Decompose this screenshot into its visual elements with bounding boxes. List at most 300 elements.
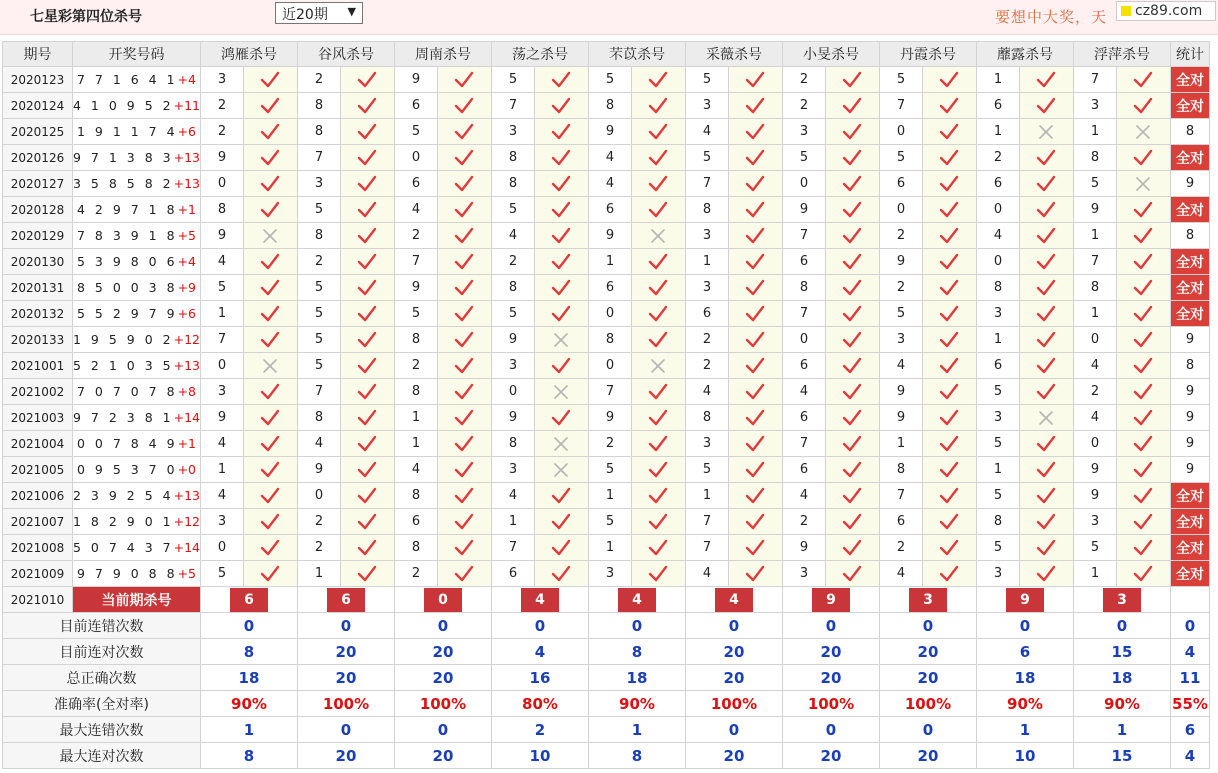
check-icon xyxy=(728,327,782,353)
check-icon xyxy=(922,301,976,327)
check-icon xyxy=(437,405,491,431)
issue-cell: 2020132 xyxy=(3,301,73,327)
kill-number-cell: 8 xyxy=(200,197,243,223)
check-icon xyxy=(631,431,685,457)
kill-number-cell: 0 xyxy=(976,197,1019,223)
kill-number-cell: 7 xyxy=(200,327,243,353)
kill-number-cell: 7 xyxy=(879,93,922,119)
current-kill-number: 4 xyxy=(618,588,656,612)
current-kill-cell xyxy=(782,587,879,613)
check-icon xyxy=(1116,457,1170,483)
check-icon xyxy=(825,509,879,535)
kill-number-cell: 5 xyxy=(200,561,243,587)
draw-sum: +1 xyxy=(177,436,196,451)
check-icon xyxy=(1019,327,1073,353)
check-icon xyxy=(340,275,394,301)
check-icon xyxy=(340,145,394,171)
check-icon xyxy=(534,509,588,535)
stats-value: 15 xyxy=(1073,639,1170,665)
kill-number-cell: 3 xyxy=(491,119,534,145)
kill-number-cell: 2 xyxy=(685,327,728,353)
kill-number-cell: 5 xyxy=(491,67,534,93)
kill-number-cell: 9 xyxy=(879,249,922,275)
check-icon xyxy=(437,327,491,353)
kill-number-cell: 2 xyxy=(297,249,340,275)
kill-number-cell: 5 xyxy=(879,301,922,327)
kill-number-cell: 0 xyxy=(782,171,825,197)
check-icon xyxy=(243,197,297,223)
kill-number-cell: 8 xyxy=(491,431,534,457)
check-icon xyxy=(631,301,685,327)
kill-number-cell: 3 xyxy=(879,327,922,353)
table-row xyxy=(3,561,1210,587)
check-icon xyxy=(825,431,879,457)
check-icon xyxy=(1019,223,1073,249)
kill-number-cell: 6 xyxy=(782,353,825,379)
check-icon xyxy=(1019,275,1073,301)
kill-number-cell: 5 xyxy=(879,67,922,93)
stats-value: 20 xyxy=(879,639,976,665)
stats-value: 20 xyxy=(394,743,491,769)
kill-number-cell: 0 xyxy=(1073,431,1116,457)
current-kill-number: 0 xyxy=(424,588,462,612)
check-icon xyxy=(922,457,976,483)
check-icon xyxy=(1116,327,1170,353)
draw-digits: 5 0 7 4 3 7 xyxy=(73,540,174,555)
current-kill-cell xyxy=(394,587,491,613)
stats-value: 0 xyxy=(782,717,879,743)
current-kill-number: 3 xyxy=(909,588,947,612)
check-icon xyxy=(1019,301,1073,327)
kill-number-cell: 1 xyxy=(1073,223,1116,249)
table-row xyxy=(3,405,1210,431)
kill-number-cell: 5 xyxy=(394,119,437,145)
current-kill-cell xyxy=(1073,587,1170,613)
column-header: 鸿雁杀号 xyxy=(200,42,297,67)
current-period-row xyxy=(3,587,1210,613)
draw-sum: +13 xyxy=(173,150,200,165)
check-icon xyxy=(534,275,588,301)
stats-value: 20 xyxy=(782,639,879,665)
stats-value: 11 xyxy=(1170,665,1209,691)
kill-number-cell: 4 xyxy=(588,145,631,171)
kill-number-cell: 7 xyxy=(685,509,728,535)
column-header: 开奖号码 xyxy=(73,42,201,67)
cross-icon xyxy=(534,379,588,405)
kill-number-cell: 5 xyxy=(782,145,825,171)
stats-value: 100% xyxy=(394,691,491,717)
stats-value: 18 xyxy=(1073,665,1170,691)
kill-number-cell: 4 xyxy=(297,431,340,457)
kill-number-cell: 2 xyxy=(297,67,340,93)
kill-number-cell: 1 xyxy=(491,509,534,535)
check-icon xyxy=(1019,379,1073,405)
all-correct-badge: 全对 xyxy=(1170,509,1209,535)
column-header: 小旻杀号 xyxy=(782,42,879,67)
kill-number-cell: 2 xyxy=(879,223,922,249)
kill-number-cell: 1 xyxy=(879,431,922,457)
check-icon xyxy=(1116,509,1170,535)
kill-number-cell: 9 xyxy=(588,405,631,431)
draw-number-cell xyxy=(73,119,201,145)
kill-number-cell: 8 xyxy=(491,275,534,301)
draw-sum: +12 xyxy=(173,332,200,347)
kill-number-cell: 4 xyxy=(879,353,922,379)
kill-number-cell: 0 xyxy=(879,119,922,145)
stats-row xyxy=(3,665,1210,691)
cross-icon xyxy=(243,223,297,249)
kill-number-cell: 0 xyxy=(976,249,1019,275)
kill-number-cell: 2 xyxy=(394,353,437,379)
current-kill-cell xyxy=(588,587,685,613)
stats-value: 1 xyxy=(1073,717,1170,743)
check-icon xyxy=(534,353,588,379)
check-icon xyxy=(1116,67,1170,93)
kill-number-cell: 6 xyxy=(879,171,922,197)
draw-digits: 2 3 9 2 5 4 xyxy=(73,488,174,503)
check-icon xyxy=(825,145,879,171)
kill-number-cell: 7 xyxy=(297,379,340,405)
stats-label: 总正确次数 xyxy=(3,665,201,691)
kill-number-cell: 6 xyxy=(782,405,825,431)
check-icon xyxy=(825,197,879,223)
issue-cell: 2021001 xyxy=(3,353,73,379)
check-icon xyxy=(437,457,491,483)
check-icon xyxy=(437,509,491,535)
all-correct-badge: 全对 xyxy=(1170,535,1209,561)
kill-number-cell: 0 xyxy=(200,353,243,379)
check-icon xyxy=(1116,93,1170,119)
kill-number-cell: 1 xyxy=(200,457,243,483)
check-icon xyxy=(922,119,976,145)
check-icon xyxy=(243,301,297,327)
kill-number-cell: 2 xyxy=(782,509,825,535)
kill-number-cell: 8 xyxy=(491,145,534,171)
kill-number-cell: 5 xyxy=(976,535,1019,561)
all-correct-badge: 全对 xyxy=(1170,301,1209,327)
stats-value: 1 xyxy=(976,717,1073,743)
cross-icon xyxy=(1116,171,1170,197)
chevron-down-icon: ▼ xyxy=(347,5,356,18)
draw-digits: 4 2 9 7 1 8 xyxy=(76,202,178,217)
correct-count-cell: 9 xyxy=(1170,431,1209,457)
kill-number-cell: 4 xyxy=(394,197,437,223)
table-row xyxy=(3,197,1210,223)
column-header: 芣苡杀号 xyxy=(588,42,685,67)
top-bar xyxy=(0,0,1218,35)
stats-label: 最大连错次数 xyxy=(3,717,201,743)
kill-number-cell: 0 xyxy=(394,145,437,171)
check-icon xyxy=(728,405,782,431)
check-icon xyxy=(1019,67,1073,93)
stats-value: 8 xyxy=(200,639,297,665)
table-row xyxy=(3,67,1210,93)
period-select-value: 近20期 xyxy=(282,7,328,23)
check-icon xyxy=(728,67,782,93)
draw-number-cell xyxy=(73,353,201,379)
kill-number-cell: 7 xyxy=(297,145,340,171)
logo-text: cz89.com xyxy=(1135,3,1203,19)
kill-number-cell: 7 xyxy=(782,431,825,457)
check-icon xyxy=(1116,275,1170,301)
kill-number-cell: 3 xyxy=(976,405,1019,431)
draw-number-cell xyxy=(73,327,201,353)
kill-number-cell: 9 xyxy=(879,379,922,405)
kill-number-cell: 1 xyxy=(588,535,631,561)
check-icon xyxy=(631,405,685,431)
check-icon xyxy=(437,93,491,119)
kill-number-cell: 7 xyxy=(1073,67,1116,93)
kill-number-cell: 8 xyxy=(685,197,728,223)
stats-value: 0 xyxy=(685,717,782,743)
kill-number-cell: 5 xyxy=(685,457,728,483)
issue-cell: 2021002 xyxy=(3,379,73,405)
stats-value: 15 xyxy=(1073,743,1170,769)
current-kill-cell xyxy=(297,587,394,613)
check-icon xyxy=(922,249,976,275)
kill-number-cell: 8 xyxy=(588,327,631,353)
kill-number-cell: 2 xyxy=(782,67,825,93)
kill-number-cell: 5 xyxy=(976,379,1019,405)
kill-number-cell: 1 xyxy=(1073,561,1116,587)
draw-number-cell xyxy=(73,509,201,535)
kill-number-cell: 0 xyxy=(782,327,825,353)
kill-number-cell: 7 xyxy=(588,379,631,405)
check-icon xyxy=(534,561,588,587)
stats-value: 20 xyxy=(297,639,394,665)
kill-number-cell: 1 xyxy=(976,119,1019,145)
check-icon xyxy=(631,171,685,197)
issue-cell: 2021009 xyxy=(3,561,73,587)
stats-label: 目前连错次数 xyxy=(3,613,201,639)
kill-number-cell: 3 xyxy=(976,561,1019,587)
current-kill-cell xyxy=(200,587,297,613)
check-icon xyxy=(340,457,394,483)
kill-number-cell: 1 xyxy=(297,561,340,587)
kill-number-cell: 9 xyxy=(200,145,243,171)
correct-count-cell: 9 xyxy=(1170,457,1209,483)
kill-number-cell: 9 xyxy=(297,457,340,483)
check-icon xyxy=(340,353,394,379)
slogan-text: 要想中大奖，天 xyxy=(995,8,1108,26)
stats-row xyxy=(3,639,1210,665)
kill-number-cell: 0 xyxy=(200,535,243,561)
stats-value: 1 xyxy=(588,717,685,743)
kill-number-cell: 9 xyxy=(491,405,534,431)
stats-value: 20 xyxy=(879,665,976,691)
check-icon xyxy=(437,119,491,145)
kill-number-cell: 6 xyxy=(394,93,437,119)
kill-number-cell: 2 xyxy=(200,93,243,119)
correct-count-cell: 9 xyxy=(1170,405,1209,431)
kill-number-cell: 5 xyxy=(491,301,534,327)
stats-value: 10 xyxy=(491,743,588,769)
column-header: 统计 xyxy=(1170,42,1209,67)
draw-sum: +4 xyxy=(177,72,196,87)
current-issue-cell: 2021010 xyxy=(3,587,73,613)
stats-value: 20 xyxy=(394,639,491,665)
check-icon xyxy=(922,535,976,561)
kill-number-cell: 1 xyxy=(1073,119,1116,145)
kill-number-cell: 2 xyxy=(297,509,340,535)
issue-cell: 2020125 xyxy=(3,119,73,145)
check-icon xyxy=(922,353,976,379)
kill-number-cell: 0 xyxy=(297,483,340,509)
kill-number-cell: 6 xyxy=(491,561,534,587)
draw-digits: 9 7 9 0 8 8 xyxy=(76,566,178,581)
kill-number-cell: 4 xyxy=(685,119,728,145)
kill-number-cell: 2 xyxy=(588,431,631,457)
cross-icon xyxy=(534,327,588,353)
check-icon xyxy=(631,457,685,483)
cross-icon xyxy=(631,353,685,379)
check-icon xyxy=(825,561,879,587)
check-icon xyxy=(243,67,297,93)
check-icon xyxy=(728,197,782,223)
kill-number-cell: 0 xyxy=(588,353,631,379)
all-correct-badge: 全对 xyxy=(1170,561,1209,587)
check-icon xyxy=(243,431,297,457)
kill-number-cell: 9 xyxy=(1073,483,1116,509)
check-icon xyxy=(825,301,879,327)
column-header: 周南杀号 xyxy=(394,42,491,67)
correct-count-cell: 8 xyxy=(1170,119,1209,145)
stats-value: 20 xyxy=(685,743,782,769)
check-icon xyxy=(631,483,685,509)
kill-number-cell: 5 xyxy=(297,197,340,223)
stats-value: 0 xyxy=(297,717,394,743)
kill-number-cell: 6 xyxy=(394,509,437,535)
check-icon xyxy=(922,483,976,509)
table-row xyxy=(3,509,1210,535)
current-kill-number: 4 xyxy=(521,588,559,612)
kill-number-cell: 2 xyxy=(200,119,243,145)
kill-number-cell: 0 xyxy=(1073,327,1116,353)
stats-row xyxy=(3,613,1210,639)
stats-row xyxy=(3,691,1210,717)
check-icon xyxy=(728,301,782,327)
check-icon xyxy=(534,405,588,431)
check-icon xyxy=(534,93,588,119)
kill-number-cell: 1 xyxy=(200,301,243,327)
kill-number-cell: 6 xyxy=(588,275,631,301)
current-kill-number: 6 xyxy=(230,588,268,612)
kill-number-cell: 3 xyxy=(1073,93,1116,119)
check-icon xyxy=(243,509,297,535)
stats-value: 80% xyxy=(491,691,588,717)
kill-number-cell: 2 xyxy=(976,145,1019,171)
check-icon xyxy=(922,405,976,431)
issue-cell: 2020123 xyxy=(3,67,73,93)
kill-number-cell: 5 xyxy=(491,197,534,223)
kill-number-cell: 9 xyxy=(1073,457,1116,483)
check-icon xyxy=(1116,353,1170,379)
draw-number-cell xyxy=(73,379,201,405)
site-logo[interactable] xyxy=(1116,1,1216,21)
draw-sum: +12 xyxy=(173,514,200,529)
kill-number-cell: 7 xyxy=(685,535,728,561)
draw-digits: 7 7 1 6 4 1 xyxy=(76,72,178,87)
check-icon xyxy=(728,457,782,483)
kill-number-cell: 4 xyxy=(685,379,728,405)
kill-number-cell: 3 xyxy=(685,275,728,301)
check-icon xyxy=(437,171,491,197)
stats-value: 4 xyxy=(1170,639,1209,665)
check-icon xyxy=(631,379,685,405)
kill-number-cell: 6 xyxy=(588,197,631,223)
check-icon xyxy=(1019,197,1073,223)
stats-value: 20 xyxy=(297,743,394,769)
stats-value: 1 xyxy=(200,717,297,743)
stats-label: 目前连对次数 xyxy=(3,639,201,665)
kill-number-cell: 5 xyxy=(297,353,340,379)
kill-number-cell: 1 xyxy=(588,249,631,275)
check-icon xyxy=(243,145,297,171)
stats-value: 2 xyxy=(491,717,588,743)
check-icon xyxy=(534,197,588,223)
kill-number-cell: 8 xyxy=(491,171,534,197)
draw-digits: 1 8 2 9 0 1 xyxy=(73,514,174,529)
check-icon xyxy=(631,67,685,93)
stats-row xyxy=(3,743,1210,769)
check-icon xyxy=(728,379,782,405)
draw-sum: +13 xyxy=(173,488,200,503)
kill-number-cell: 8 xyxy=(297,405,340,431)
kill-number-cell: 5 xyxy=(394,301,437,327)
check-icon xyxy=(631,535,685,561)
check-icon xyxy=(825,535,879,561)
draw-sum: +9 xyxy=(177,280,196,295)
draw-digits: 4 1 0 9 5 2 xyxy=(73,98,174,113)
stats-value: 0 xyxy=(685,613,782,639)
period-select[interactable] xyxy=(275,2,363,24)
draw-sum: +5 xyxy=(177,566,196,581)
stats-value: 18 xyxy=(588,665,685,691)
check-icon xyxy=(1019,457,1073,483)
stats-value: 0 xyxy=(976,613,1073,639)
stats-value: 0 xyxy=(200,613,297,639)
stats-label: 准确率(全对率) xyxy=(3,691,201,717)
check-icon xyxy=(631,275,685,301)
cross-icon xyxy=(243,353,297,379)
kill-number-cell: 5 xyxy=(588,457,631,483)
kill-number-cell: 7 xyxy=(879,483,922,509)
all-correct-badge: 全对 xyxy=(1170,249,1209,275)
kill-number-cell: 9 xyxy=(394,67,437,93)
check-icon xyxy=(922,561,976,587)
kill-number-cell: 5 xyxy=(200,275,243,301)
all-correct-badge: 全对 xyxy=(1170,483,1209,509)
draw-digits: 5 3 9 8 0 6 xyxy=(76,254,178,269)
check-icon xyxy=(243,275,297,301)
kill-number-cell: 3 xyxy=(200,379,243,405)
kill-number-cell: 6 xyxy=(976,171,1019,197)
kill-number-cell: 3 xyxy=(685,93,728,119)
kill-number-cell: 4 xyxy=(200,249,243,275)
table-row xyxy=(3,327,1210,353)
stats-value: 0 xyxy=(1170,613,1209,639)
draw-digits: 5 5 2 9 7 9 xyxy=(76,306,178,321)
kill-number-cell: 3 xyxy=(782,561,825,587)
stats-value: 4 xyxy=(1170,743,1209,769)
stats-value: 0 xyxy=(394,717,491,743)
stats-value: 20 xyxy=(685,639,782,665)
issue-cell: 2021005 xyxy=(3,457,73,483)
stats-value: 20 xyxy=(782,665,879,691)
check-icon xyxy=(922,275,976,301)
kill-number-cell: 6 xyxy=(976,93,1019,119)
table-row xyxy=(3,431,1210,457)
